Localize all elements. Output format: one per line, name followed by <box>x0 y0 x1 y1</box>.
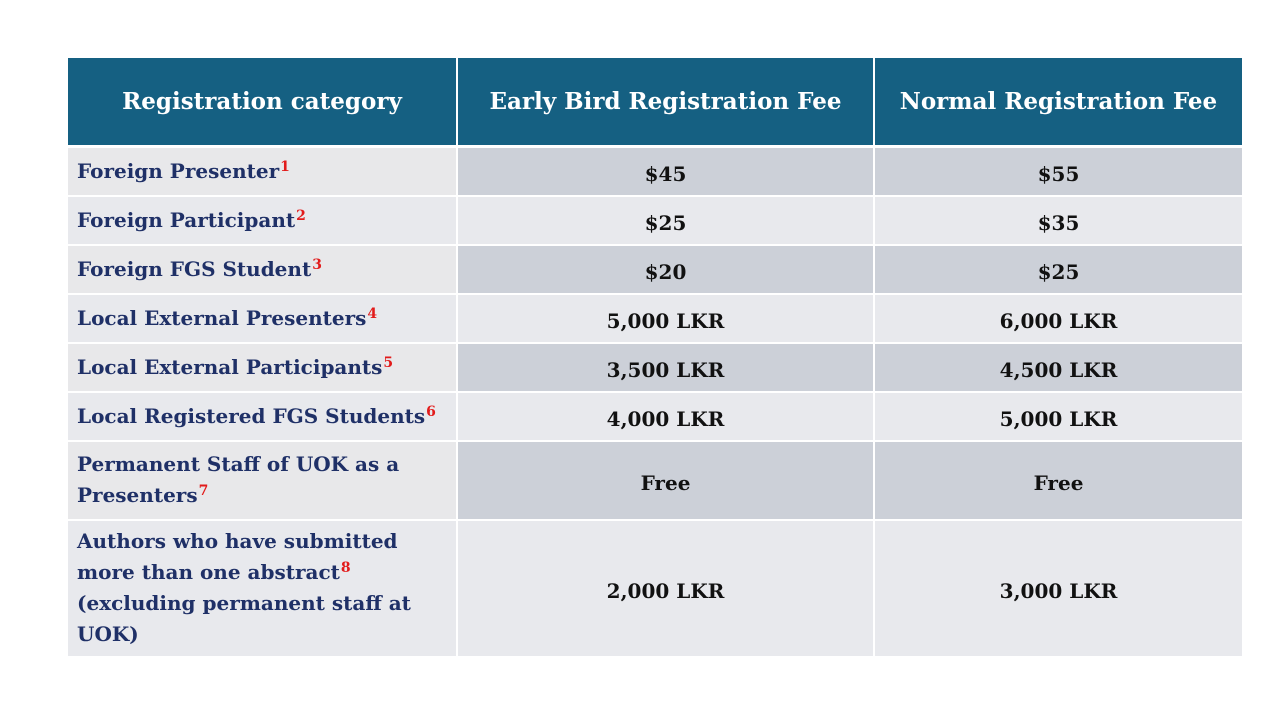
footnote-marker: 2 <box>296 207 306 224</box>
category-label: Local Registered FGS Students <box>77 403 426 428</box>
table-row <box>68 343 1242 392</box>
table-row <box>68 294 1242 343</box>
category-cell <box>68 392 457 441</box>
early-bird-fee-cell: $45 <box>457 147 874 196</box>
normal-fee-cell: 5,000 LKR <box>874 392 1242 441</box>
normal-fee-cell: $35 <box>874 196 1242 245</box>
category-label: Local External Participants <box>77 354 383 379</box>
footnote-marker: 4 <box>367 305 378 322</box>
table-row <box>68 392 1242 441</box>
registration-fee-table <box>68 58 1242 656</box>
normal-fee-cell: Free <box>874 441 1242 520</box>
table-row <box>68 441 1242 520</box>
header-early-bird-fee: Early Bird Registration Fee <box>457 58 874 147</box>
footnote-marker: 1 <box>280 158 290 175</box>
early-bird-fee-cell: 5,000 LKR <box>457 294 874 343</box>
category-cell <box>68 245 457 294</box>
early-bird-fee-cell: $20 <box>457 245 874 294</box>
category-cell <box>68 520 457 656</box>
category-cell <box>68 294 457 343</box>
table-row <box>68 147 1242 196</box>
early-bird-fee-cell: 3,500 LKR <box>457 343 874 392</box>
early-bird-fee-cell: Free <box>457 441 874 520</box>
table-row <box>68 520 1242 656</box>
normal-fee-cell: $55 <box>874 147 1242 196</box>
category-cell <box>68 196 457 245</box>
early-bird-fee-cell: 4,000 LKR <box>457 392 874 441</box>
category-label: Foreign Participant <box>77 207 296 232</box>
footnote-marker: 7 <box>198 483 209 499</box>
category-cell <box>68 343 457 392</box>
normal-fee-cell: $25 <box>874 245 1242 294</box>
category-label: Local External Presenters <box>77 305 367 330</box>
normal-fee-cell: 3,000 LKR <box>874 520 1242 656</box>
header-registration-category: Registration category <box>68 58 457 147</box>
table-row <box>68 196 1242 245</box>
header-normal-fee: Normal Registration Fee <box>874 58 1242 147</box>
footnote-marker: 3 <box>312 256 322 273</box>
category-cell <box>68 441 457 520</box>
category-label: Authors who have submitted more than one abstract <box>77 529 398 584</box>
category-label-suffix: (excluding permanent staff at UOK) <box>77 591 411 646</box>
normal-fee-cell: 4,500 LKR <box>874 343 1242 392</box>
category-cell <box>68 147 457 196</box>
table-header-row <box>68 58 1242 147</box>
category-label: Foreign Presenter <box>77 158 280 183</box>
normal-fee-cell: 6,000 LKR <box>874 294 1242 343</box>
footnote-marker: 6 <box>426 403 436 420</box>
category-label: Permanent Staff of UOK as a Presenters <box>77 452 400 507</box>
table-row <box>68 245 1242 294</box>
early-bird-fee-cell: $25 <box>457 196 874 245</box>
footnote-marker: 5 <box>383 354 394 371</box>
early-bird-fee-cell: 2,000 LKR <box>457 520 874 656</box>
category-label: Foreign FGS Student <box>77 256 312 281</box>
footnote-marker: 8 <box>340 560 351 576</box>
